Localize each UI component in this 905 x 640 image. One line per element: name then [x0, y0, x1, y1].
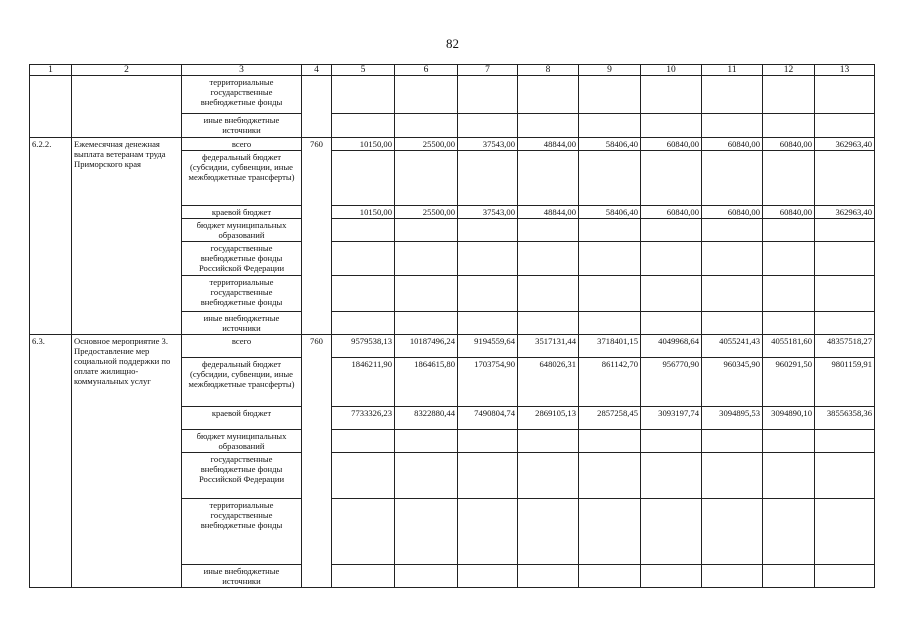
- value-cell: [763, 499, 815, 565]
- value-cell: [458, 151, 518, 206]
- value-cell: [702, 565, 763, 588]
- value-cell: 4049968,64: [641, 335, 702, 358]
- value-cell: [702, 499, 763, 565]
- value-cell: [815, 76, 875, 114]
- column-number: 5: [332, 65, 395, 76]
- value-cell: [395, 453, 458, 499]
- value-cell: 861142,70: [579, 358, 641, 407]
- funding-source: иные внебюджетные источники: [182, 565, 302, 588]
- value-cell: 2869105,13: [518, 407, 579, 430]
- value-cell: [518, 151, 579, 206]
- measure-name-cell: [72, 76, 182, 138]
- value-cell: [579, 499, 641, 565]
- value-cell: [815, 565, 875, 588]
- value-cell: [518, 276, 579, 312]
- column-number: 10: [641, 65, 702, 76]
- value-cell: [702, 76, 763, 114]
- value-cell: [641, 565, 702, 588]
- value-cell: [458, 242, 518, 276]
- value-cell: 9801159,91: [815, 358, 875, 407]
- funding-source: иные внебюджетные источники: [182, 312, 302, 335]
- value-cell: 37543,00: [458, 138, 518, 151]
- table-row: [30, 335, 875, 358]
- value-cell: [458, 453, 518, 499]
- value-cell: 48844,00: [518, 206, 579, 219]
- value-cell: [579, 312, 641, 335]
- value-cell: 960291,50: [763, 358, 815, 407]
- column-number: 2: [72, 65, 182, 76]
- value-cell: 58406,40: [579, 206, 641, 219]
- measure-name: Основное мероприятие 3. Предоставление мер социальной поддержки по оплате жилищно-коммунальных услуг: [72, 335, 182, 588]
- value-cell: 4055181,60: [763, 335, 815, 358]
- value-cell: [579, 276, 641, 312]
- value-cell: 8322880,44: [395, 407, 458, 430]
- value-cell: [815, 453, 875, 499]
- value-cell: 60840,00: [641, 206, 702, 219]
- value-cell: [815, 430, 875, 453]
- value-cell: [641, 499, 702, 565]
- value-cell: [579, 453, 641, 499]
- table-row: [30, 138, 875, 151]
- value-cell: [641, 151, 702, 206]
- value-cell: 37543,00: [458, 206, 518, 219]
- funding-source: бюджет муниципальных образований: [182, 219, 302, 242]
- value-cell: [702, 312, 763, 335]
- column-number: 11: [702, 65, 763, 76]
- value-cell: [332, 565, 395, 588]
- value-cell: [332, 219, 395, 242]
- value-cell: [395, 242, 458, 276]
- value-cell: 48844,00: [518, 138, 579, 151]
- value-cell: [518, 114, 579, 138]
- value-cell: [395, 430, 458, 453]
- value-cell: [702, 151, 763, 206]
- column-number: 3: [182, 65, 302, 76]
- value-cell: 60840,00: [641, 138, 702, 151]
- value-cell: [458, 430, 518, 453]
- value-cell: [763, 76, 815, 114]
- value-cell: 3094890,10: [763, 407, 815, 430]
- value-cell: [332, 430, 395, 453]
- value-cell: 60840,00: [763, 138, 815, 151]
- value-cell: 9579538,13: [332, 335, 395, 358]
- value-cell: [458, 312, 518, 335]
- value-cell: [395, 219, 458, 242]
- value-cell: [332, 453, 395, 499]
- value-cell: 38556358,36: [815, 407, 875, 430]
- value-cell: 7733326,23: [332, 407, 395, 430]
- value-cell: [763, 151, 815, 206]
- page-number: 82: [446, 36, 459, 51]
- value-cell: [763, 453, 815, 499]
- value-cell: 10150,00: [332, 138, 395, 151]
- value-cell: 58406,40: [579, 138, 641, 151]
- value-cell: [815, 219, 875, 242]
- value-cell: [458, 565, 518, 588]
- value-cell: [458, 219, 518, 242]
- value-cell: [702, 242, 763, 276]
- value-cell: [395, 312, 458, 335]
- value-cell: 3517131,44: [518, 335, 579, 358]
- value-cell: [579, 76, 641, 114]
- code-cell: 760: [302, 335, 332, 588]
- value-cell: 4055241,43: [702, 335, 763, 358]
- funding-source: территориальные государственные внебюджетные фонды: [182, 276, 302, 312]
- value-cell: 7490804,74: [458, 407, 518, 430]
- funding-source: государственные внебюджетные фонды Российской Федерации: [182, 453, 302, 499]
- column-number: 6: [395, 65, 458, 76]
- value-cell: [641, 430, 702, 453]
- value-cell: [815, 276, 875, 312]
- value-cell: 960345,90: [702, 358, 763, 407]
- value-cell: [641, 276, 702, 312]
- code-cell: 760: [302, 138, 332, 335]
- value-cell: [763, 276, 815, 312]
- value-cell: [641, 219, 702, 242]
- value-cell: [395, 276, 458, 312]
- column-number: 7: [458, 65, 518, 76]
- value-cell: [763, 430, 815, 453]
- value-cell: [332, 76, 395, 114]
- funding-source: территориальные государственные внебюджетные фонды: [182, 76, 302, 114]
- table-row: [30, 76, 875, 114]
- value-cell: [815, 151, 875, 206]
- funding-source: всего: [182, 138, 302, 151]
- value-cell: 3094895,53: [702, 407, 763, 430]
- value-cell: [815, 242, 875, 276]
- value-cell: 60840,00: [763, 206, 815, 219]
- value-cell: [702, 276, 763, 312]
- value-cell: [579, 114, 641, 138]
- value-cell: [641, 242, 702, 276]
- value-cell: 60840,00: [702, 206, 763, 219]
- value-cell: 1703754,90: [458, 358, 518, 407]
- value-cell: [815, 312, 875, 335]
- column-number: 1: [30, 65, 72, 76]
- value-cell: [641, 76, 702, 114]
- value-cell: 48357518,27: [815, 335, 875, 358]
- value-cell: 1846211,90: [332, 358, 395, 407]
- value-cell: [518, 242, 579, 276]
- value-cell: [702, 219, 763, 242]
- column-number: 13: [815, 65, 875, 76]
- value-cell: [332, 114, 395, 138]
- funding-source: краевой бюджет: [182, 206, 302, 219]
- value-cell: [458, 114, 518, 138]
- funding-source: федеральный бюджет (субсидии, субвенции, иные межбюджетные трансферты): [182, 151, 302, 206]
- budget-table: [29, 64, 875, 588]
- value-cell: [458, 499, 518, 565]
- column-number: 4: [302, 65, 332, 76]
- value-cell: [458, 76, 518, 114]
- value-cell: 648026,31: [518, 358, 579, 407]
- column-number-row: [30, 65, 875, 76]
- value-cell: [702, 453, 763, 499]
- value-cell: [518, 219, 579, 242]
- value-cell: [395, 565, 458, 588]
- funding-source: краевой бюджет: [182, 407, 302, 430]
- value-cell: [763, 219, 815, 242]
- value-cell: [518, 499, 579, 565]
- value-cell: [395, 114, 458, 138]
- value-cell: 3718401,15: [579, 335, 641, 358]
- value-cell: [763, 242, 815, 276]
- value-cell: [763, 312, 815, 335]
- column-number: 9: [579, 65, 641, 76]
- value-cell: 3093197,74: [641, 407, 702, 430]
- funding-source: иные внебюджетные источники: [182, 114, 302, 138]
- value-cell: 2857258,45: [579, 407, 641, 430]
- value-cell: [518, 76, 579, 114]
- column-number: 8: [518, 65, 579, 76]
- value-cell: 25500,00: [395, 138, 458, 151]
- value-cell: [641, 114, 702, 138]
- value-cell: 362963,40: [815, 206, 875, 219]
- row-number: 6.2.2.: [30, 138, 72, 335]
- funding-source: всего: [182, 335, 302, 358]
- value-cell: [395, 499, 458, 565]
- column-number: 12: [763, 65, 815, 76]
- value-cell: 362963,40: [815, 138, 875, 151]
- value-cell: [702, 114, 763, 138]
- value-cell: [579, 430, 641, 453]
- value-cell: [579, 219, 641, 242]
- value-cell: [518, 565, 579, 588]
- value-cell: [332, 312, 395, 335]
- value-cell: [518, 430, 579, 453]
- value-cell: [815, 499, 875, 565]
- funding-source: территориальные государственные внебюджетные фонды: [182, 499, 302, 565]
- value-cell: [579, 151, 641, 206]
- funding-source: государственные внебюджетные фонды Российской Федерации: [182, 242, 302, 276]
- funding-source: федеральный бюджет (субсидии, субвенции, иные межбюджетные трансферты): [182, 358, 302, 407]
- value-cell: [763, 114, 815, 138]
- value-cell: 1864615,80: [395, 358, 458, 407]
- value-cell: [518, 312, 579, 335]
- value-cell: [579, 242, 641, 276]
- value-cell: [458, 276, 518, 312]
- value-cell: [641, 453, 702, 499]
- value-cell: [332, 242, 395, 276]
- value-cell: [332, 276, 395, 312]
- value-cell: 10150,00: [332, 206, 395, 219]
- value-cell: [641, 312, 702, 335]
- measure-name: Ежемесячная денежная выплата ветеранам труда Приморского края: [72, 138, 182, 335]
- value-cell: 25500,00: [395, 206, 458, 219]
- value-cell: 9194559,64: [458, 335, 518, 358]
- row-number: 6.3.: [30, 335, 72, 588]
- code-cell: [302, 76, 332, 138]
- value-cell: [395, 151, 458, 206]
- value-cell: [395, 76, 458, 114]
- value-cell: 60840,00: [702, 138, 763, 151]
- value-cell: [518, 453, 579, 499]
- value-cell: 956770,90: [641, 358, 702, 407]
- value-cell: 10187496,24: [395, 335, 458, 358]
- value-cell: [763, 565, 815, 588]
- value-cell: [332, 151, 395, 206]
- value-cell: [815, 114, 875, 138]
- value-cell: [332, 499, 395, 565]
- funding-source: бюджет муниципальных образований: [182, 430, 302, 453]
- row-number-cell: [30, 76, 72, 138]
- value-cell: [702, 430, 763, 453]
- value-cell: [579, 565, 641, 588]
